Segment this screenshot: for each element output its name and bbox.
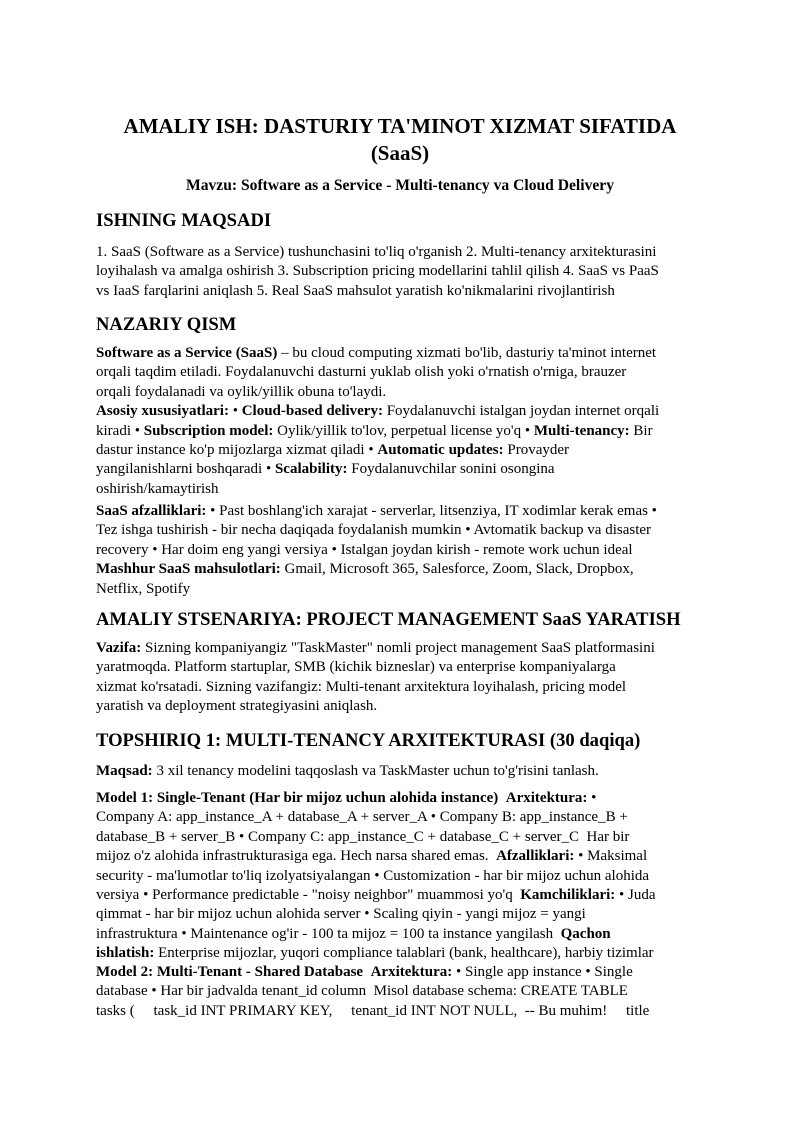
bold-term: Scalability: — [274, 461, 348, 478]
bold-term: Qachon — [560, 925, 611, 942]
text-line: xizmat ko'rsatadi. Sizning vazifangiz: Multi-tenant arxitektura loyihalash, pricing model — [96, 678, 627, 695]
text-line: orqali foydalanadi va oylik/yillik obuna to'laydi. — [96, 383, 387, 400]
document-title — [96, 113, 704, 167]
text-run: Gmail, Microsoft 365, Salesforce, Zoom, Slack, Dropbox, — [280, 561, 634, 578]
text-run: versiya • Performance predictable - "noisy neighbor" muammosi yo'q — [96, 887, 521, 904]
text-run: kiradi • — [96, 422, 144, 439]
text-line — [96, 847, 708, 866]
document-subtitle: Mavzu: Software as a Service - Multi-tenancy va Cloud Delivery — [185, 177, 615, 194]
bold-term: Subscription model: — [143, 422, 274, 439]
paragraph-t1-maqsad — [96, 762, 708, 781]
text-line — [96, 441, 708, 460]
bold-term: Model 2: Multi-Tenant - Shared Database — [96, 964, 364, 980]
text-run: Foydalanuvchilar sonini osongina — [347, 461, 555, 478]
text-line: database • Har bir jadvalda tenant_id column Misol database schema: CREATE TABLE — [96, 983, 628, 1000]
text-line — [96, 762, 708, 781]
text-line — [96, 886, 708, 905]
text-run: mijoz o'z alohida infrastrukturasiga ega. Hech narsa shared emas. — [96, 848, 497, 865]
text-run: yangilanishlarni boshqaradi • — [96, 461, 275, 478]
bold-term: Asosiy xususiyatlari: — [96, 403, 229, 420]
paragraph-model-1 — [96, 789, 708, 964]
bold-term: Software as a Service (SaaS) — [96, 345, 278, 361]
paragraph-model-2 — [96, 963, 708, 1021]
bold-term: Kamchiliklari: — [520, 887, 616, 904]
text-line: vs IaaS farqlarini aniqlash 5. Real SaaS mahsulot yaratish ko'nikmalarini rivojlantirish — [96, 282, 615, 299]
text-run: • — [228, 403, 242, 420]
text-run: Provayder — [503, 442, 570, 459]
text-line: security - ma'lumotlar to'liq izolyatsiyalangan • Customization - har bir mijoz uchun alohida — [96, 867, 650, 884]
bold-term: Maqsad: — [96, 763, 153, 779]
text-line — [96, 944, 708, 963]
bold-term: Vazifa: — [96, 640, 142, 656]
text-run — [498, 790, 506, 806]
bold-term: Afzalliklari: — [496, 848, 575, 865]
text-line: oshirish/kamaytirish — [96, 480, 219, 497]
text-run: dastur instance ko'p mijozlarga xizmat qiladi • — [96, 442, 378, 459]
text-line — [96, 502, 708, 521]
text-run: – bu cloud computing xizmati bo'lib, dasturiy ta'minot internet — [277, 345, 657, 361]
bold-term: Model 1: Single-Tenant (Har bir mijoz uchun alohida instance) — [96, 790, 499, 806]
bold-term: Automatic updates: — [377, 442, 504, 459]
heading-nazariy: NAZARIY QISM — [96, 314, 237, 335]
title-line: (SaaS) — [370, 141, 430, 165]
paragraph-afzalliklar — [96, 502, 708, 599]
bold-term: Arxitektura: — [370, 964, 453, 980]
text-run: infrastruktura • Maintenance og'ir - 100 ta mijoz = 100 ta instance yangilash — [96, 925, 561, 942]
text-line: tasks ( task_id INT PRIMARY KEY, tenant_id INT NOT NULL, -- Bu muhim! title — [96, 1002, 650, 1019]
text-line: loyihalash va amalga oshirish 3. Subscription pricing modellarini tahlil qilish 4. SaaS vs PaaS — [96, 263, 659, 280]
bold-term: Multi-tenancy: — [533, 422, 630, 439]
text-line: yaratish va deployment strategiyasini aniqlash. — [96, 698, 378, 715]
text-run: Enterprise mijozlar, yuqori compliance talablari (bank, healthcare), harbiy tizimlar — [154, 945, 654, 962]
text-line — [96, 963, 708, 982]
bold-term: ishlatish: — [96, 945, 155, 962]
text-line: database_B + server_B • Company C: app_instance_C + database_C + server_C Har bir — [96, 828, 630, 845]
text-run: • Juda — [615, 887, 656, 904]
text-run: Oylik/yillik to'lov, perpetual license yo'q • — [273, 422, 534, 439]
text-line: qimmat - har bir mijoz uchun alohida server • Scaling qiyin - yangi mijoz = yangi — [96, 906, 586, 923]
text-line — [96, 560, 708, 579]
text-line: recovery • Har doim eng yangi versiya • Istalgan joydan kirish - remote work uchun ideal — [96, 541, 633, 558]
text-line — [96, 344, 708, 363]
text-line: 1. SaaS (Software as a Service) tushunchasini to'liq o'rganish 2. Multi-tenancy arxitekturasini — [96, 244, 657, 260]
text-run — [363, 964, 371, 980]
text-line: orqali taqdim etiladi. Foydalanuvchi dasturni yuklab olish yoki o'rnatish o'rniga, brauzer — [96, 364, 627, 381]
heading-maqsad: ISHNING MAQSADI — [96, 210, 272, 231]
paragraph-vazifa — [96, 639, 708, 717]
text-run: 3 xil tenancy modelini taqqoslash va TaskMaster uchun to'g'risini tanlash. — [152, 763, 599, 779]
text-line — [96, 925, 708, 944]
text-run: Foydalanuvchi istalgan joydan internet orqali — [382, 403, 660, 420]
heading-stsenariya: AMALIY STSENARIYA: PROJECT MANAGEMENT SaaS YARATISH — [96, 609, 681, 630]
text-line — [96, 789, 708, 808]
bold-term: SaaS afzalliklari: — [96, 503, 207, 519]
text-line — [96, 460, 708, 479]
text-line: Netflix, Spotify — [96, 580, 191, 597]
title-line: AMALIY ISH: DASTURIY TA'MINOT XIZMAT SIFATIDA — [123, 114, 677, 138]
bold-term: Arxitektura: — [505, 790, 588, 806]
text-run: • Past boshlang'ich xarajat - serverlar, litsenziya, IT xodimlar kerak emas • — [206, 503, 657, 519]
heading-topshiriq-1: TOPSHIRIQ 1: MULTI-TENANCY ARXITEKTURASI (30 daqiqa) — [96, 730, 641, 751]
bold-term: Cloud-based delivery: — [241, 403, 383, 420]
text-run: • Single app instance • Single — [452, 964, 633, 980]
paragraph-nazariy — [96, 344, 708, 499]
text-run: • — [587, 790, 597, 806]
text-line — [96, 402, 708, 421]
text-run: • Maksimal — [574, 848, 648, 865]
text-line — [96, 422, 708, 441]
paragraph-maqsad — [96, 243, 708, 301]
text-run: Sizning kompaniyangiz "TaskMaster" nomli project management SaaS platformasini — [141, 640, 655, 656]
text-line: Tez ishga tushirish - bir necha daqiqada foydalanish mumkin • Avtomatik backup va disaster — [96, 522, 652, 539]
text-run: Bir — [629, 422, 653, 439]
bold-term: Mashhur SaaS mahsulotlari: — [96, 561, 281, 578]
text-line: Company A: app_instance_A + database_A + server_A • Company B: app_instance_B + — [96, 809, 628, 826]
text-line — [96, 639, 708, 658]
text-line: yaratmoqda. Platform startuplar, SMB (kichik bizneslar) va enterprise kompaniyalarga — [96, 659, 616, 676]
